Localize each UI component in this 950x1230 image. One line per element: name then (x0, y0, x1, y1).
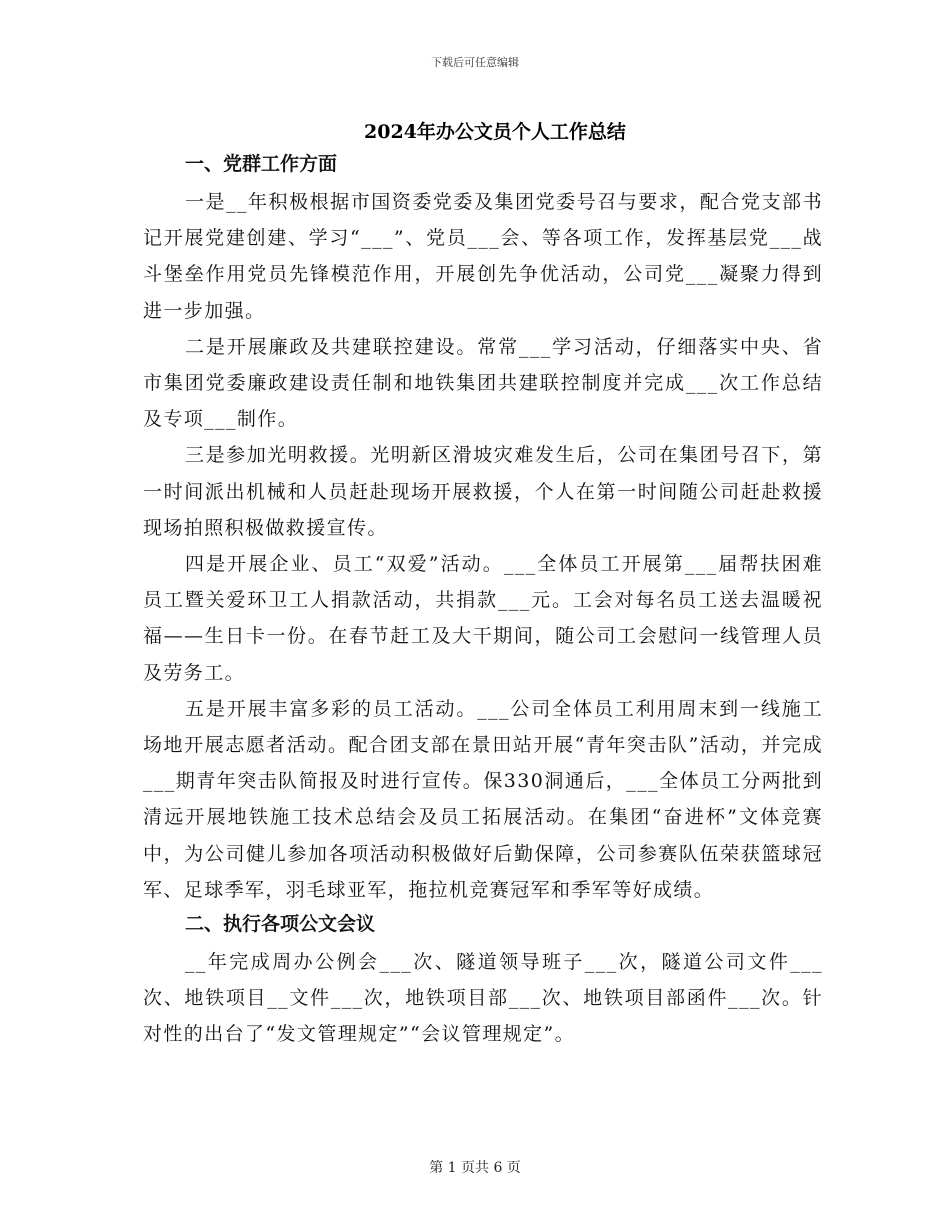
paragraph: 四是开展企业、员工“双爱”活动。___全体员工开展第___届帮扶困难员工暨关爱环卫工人捐款活动，共捐款___元。工会对每名员工送去温暖祝福——生日卡一份。在春节赶工及大干期间，随公司工会慰问一线管理人员及劳务工。 (143, 553, 823, 684)
section-heading: 二、执行各项公文会议 (185, 913, 376, 936)
page-indicator: 第 1 页共 6 页 (429, 1160, 521, 1176)
document-body (143, 148, 823, 1053)
paragraph: 五是开展丰富多彩的员工活动。___公司全体员工利用周末到一线施工场地开展志愿者活动。配合团支部在景田站开展“青年突击队”活动，并完成___期青年突击队简报及时进行宣传。保330洞通后，___全体员工分两批到清远开展地铁施工技术总结会及员工拓展活动。在集团“奋进杯”文体竞赛中，为公司健儿参加各项活动积极做好后勤保障，公司参赛队伍荣获篮球冠军、足球季军，羽毛球亚军，拖拉机竞赛冠军和季军等好成绩。 (143, 697, 823, 901)
header-note: 下载后可任意编辑 (431, 56, 519, 69)
document-title: 2024年办公文员个人工作总结 (364, 121, 626, 143)
section-heading: 一、党群工作方面 (185, 153, 338, 175)
paragraph: __年完成周办公例会___次、隧道领导班子___次，隧道公司文件___次、地铁项目__文件___次，地铁项目部___次、地铁项目部函件___次。针对性的出台了“发文管理规定”“会议管理规定”。 (143, 951, 823, 1046)
paragraph: 二是开展廉政及共建联控建设。常常___学习活动，仔细落实中央、省市集团党委廉政建设责任制和地铁集团共建联控制度并完成___次工作总结及专项___制作。 (143, 335, 823, 431)
paragraph: 三是参加光明救援。光明新区滑坡灾难发生后，公司在集团号召下，第一时间派出机械和人员赶赴现场开展救援，个人在第一时间随公司赶赴救援现场拍照积极做救援宣传。 (143, 444, 823, 539)
paragraph: 一是__年积极根据市国资委党委及集团党委号召与要求，配合党支部书记开展党建创建、学习“___”、党员___会、等各项工作，发挥基层党___战斗堡垒作用党员先锋模范作用，开展创先争优活动，公司党___凝聚力得到进一步加强。 (143, 191, 823, 322)
